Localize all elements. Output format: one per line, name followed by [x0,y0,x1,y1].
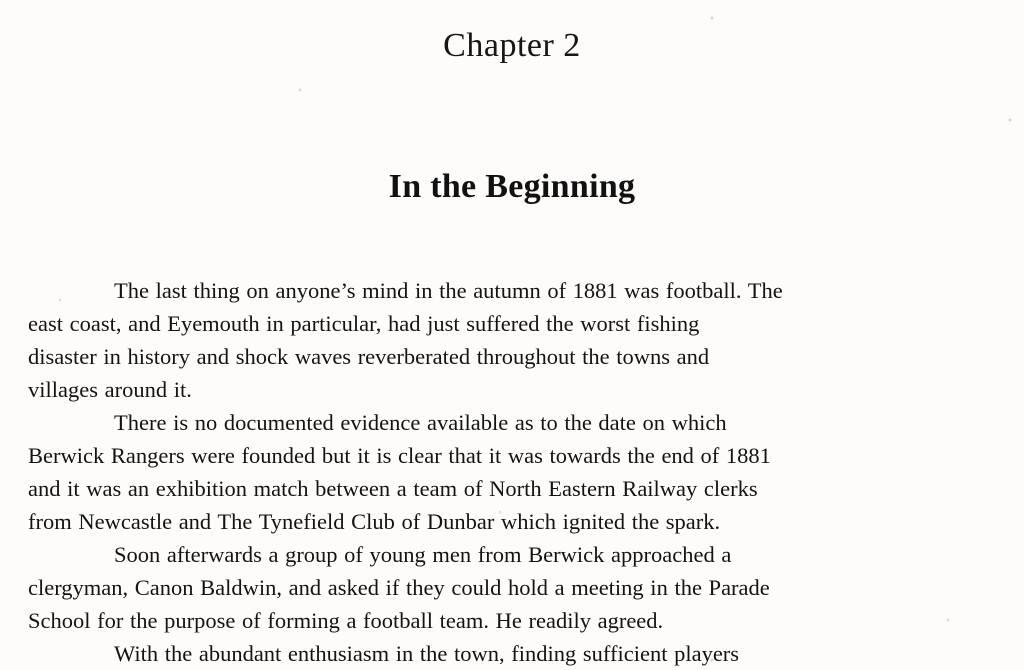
paragraph [28,406,997,538]
chapter-heading: Chapter 2 [443,27,581,64]
section-title: In the Beginning [388,168,636,205]
text-line: clergyman, Canon Baldwin, and asked if they could hold a meeting in the Parade [28,575,770,600]
paragraph [28,274,997,406]
text-line: School for the purpose of forming a football team. He readily agreed. [28,608,664,633]
text-line: disaster in history and shock waves reverberated throughout the towns and [28,344,710,369]
text-line: There is no documented evidence available as to the date on which [114,410,727,435]
paragraphs [28,274,997,670]
text-line: With the abundant enthusiasm in the town, finding sufficient players [114,641,740,666]
paragraph [28,538,997,637]
text-line: Soon afterwards a group of young men from Berwick approached a [114,542,732,567]
text-line: Berwick Rangers were founded but it is clear that it was towards the end of 1881 [28,443,771,468]
text-line: and it was an exhibition match between a team of North Eastern Railway clerks [28,476,758,501]
body-text [28,274,997,670]
text-line: villages around it. [28,377,192,402]
text-line: from Newcastle and The Tynefield Club of Dunbar which ignited the spark. [28,509,721,534]
text-line: The last thing on anyone’s mind in the autumn of 1881 was football. The [114,278,783,303]
text-line: east coast, and Eyemouth in particular, had just suffered the worst fishing [28,311,700,336]
